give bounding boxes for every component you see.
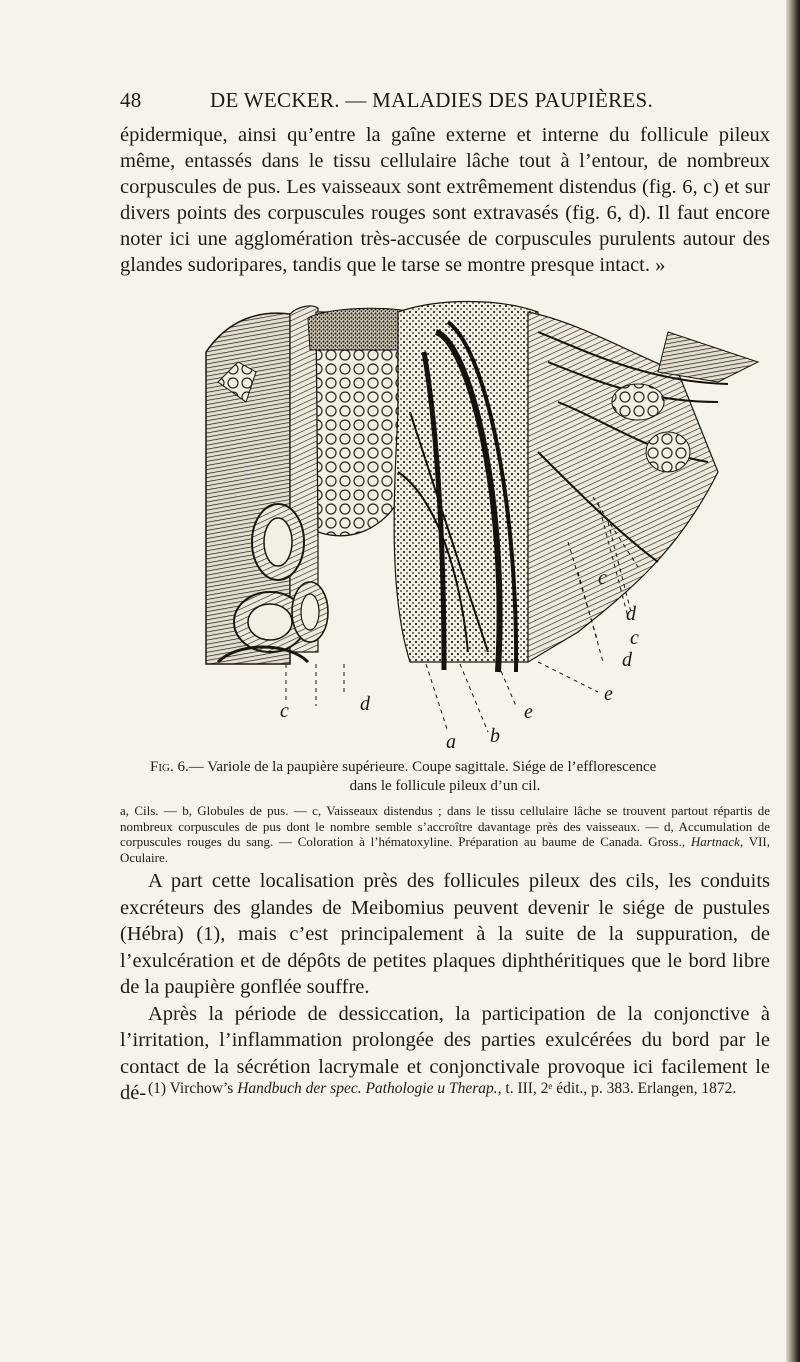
figure-label-c: c xyxy=(598,567,607,589)
footnote-end: t. III, 2ᵉ édit., p. 383. Erlangen, 1872. xyxy=(505,1080,737,1097)
figure-label-e: e xyxy=(524,701,533,723)
figure-label-d: d xyxy=(360,693,370,715)
paragraph-main-2: Après la période de dessiccation, la participation de la conjonctive à l’irritation, l’inflammation prolongée des parties exulcérées du bord par le contact de la sécrétion lacrymale et conjonctivale provoque ici facilement le dé- xyxy=(120,1002,770,1104)
footnote xyxy=(120,1080,770,1099)
figure-engraving xyxy=(198,292,768,756)
running-header xyxy=(120,88,768,118)
legend-end: VII, Oculaire. xyxy=(120,834,770,865)
figure-label-d: d xyxy=(626,603,636,625)
legend-text: a, Cils. — b, Globules de pus. — c, Vaisseaux distendus ; dans le tissu cellulaire lâche se trouvent partout répartis de nombreux corpuscules de pus dont le nombre semble s’accroître davantage près des vaisseaux. — d, Accumulation de corpuscules rouges du sang. — Coloration à l’hématoxyline. Préparation au baume de Canada. Gross., xyxy=(120,803,770,849)
figure-legend xyxy=(120,803,770,865)
figure-label-b: b xyxy=(490,725,500,747)
footnote-start: (1) Virchow’s xyxy=(148,1080,234,1097)
legend-italic: Hartnack, xyxy=(690,834,744,849)
eyelid-section-illustration xyxy=(198,292,768,756)
footnote-italic: Handbuch der spec. Pathologie u Therap., xyxy=(237,1080,502,1097)
running-title: DE WECKER. — MALADIES DES PAUPIÈRES. xyxy=(210,88,654,112)
page-number: 48 xyxy=(120,88,142,112)
paragraph-main xyxy=(120,868,770,1107)
figure-label-c: c xyxy=(280,700,289,722)
figure-label-a: a xyxy=(446,731,456,753)
page-edge-shadow xyxy=(786,0,800,1362)
figure-label-d: d xyxy=(622,649,632,671)
paragraph-top-text: épidermique, ainsi qu’entre la gaîne externe et interne du follicule pileux même, entassés dans le tissu cellulaire lâche tout à l’entour, de nombreux corpuscules de pus. Les vaisseaux sont extrêmement distendus (fig. 6, c) et sur divers points des corpuscules rouges sont extravasés (fig. 6, d). Il faut encore noter ici une agglomération très-accusée de corpuscules purulents autour des glandes sudoripares, tandis que le tarse se montre presque intact. » xyxy=(120,124,770,276)
caption-line-1: Variole de la paupière supérieure. Coupe sagittale. Siége de l’efflorescence xyxy=(207,759,657,775)
paragraph-top xyxy=(120,122,770,278)
figure-number: Fig. 6.— xyxy=(150,759,204,775)
figure-caption xyxy=(120,758,770,795)
paragraph-main-1: A part cette localisation près des follicules pileux des cils, les conduits excréteurs des glandes de Meibomius peuvent devenir le siége de pustules (Hébra) (1), mais c’est principalement à la suite de la suppuration, de l’exulcération et de dépôts de petites plaques diphthéritiques que le bord libre de la paupière gonflée souffre. xyxy=(120,870,770,998)
connective-tissue xyxy=(528,312,758,662)
figure-label-c: c xyxy=(630,627,639,649)
follicle-region xyxy=(394,302,538,673)
caption-line-2: dans le follicule pileux d’un cil. xyxy=(349,778,541,794)
figure-label-e: e xyxy=(604,683,613,705)
